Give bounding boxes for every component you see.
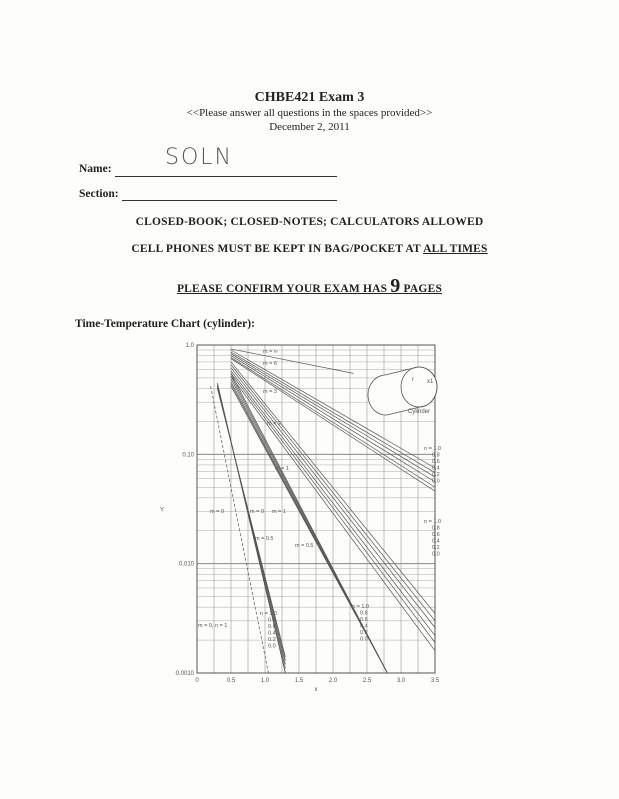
x-tick-label: 2.0 — [328, 678, 338, 684]
curve-annotation: m = 3 — [263, 389, 277, 395]
n-label: 0.4 — [360, 623, 368, 630]
n-label: 0.8 — [360, 610, 368, 617]
curve-m-0-n-1 — [211, 386, 269, 673]
n-label: 0.2 — [432, 545, 440, 551]
curve-annotation: m = 0.5 — [255, 536, 274, 542]
curve-m-6 — [231, 349, 353, 373]
y-axis-label: Y — [159, 507, 165, 514]
curve-annotation: m = 1 — [272, 509, 286, 515]
rules-line-2-text: CELL PHONES MUST BE KEPT IN BAG/POCKET AT — [131, 243, 424, 255]
rules-line-2 — [0, 243, 619, 255]
section-label: Section: — [79, 188, 119, 200]
radius-symbol: r — [412, 377, 414, 383]
x-axis-label: x — [314, 687, 318, 693]
n-label: 0.0 — [432, 551, 440, 558]
y-tick-label: 0.10 — [182, 452, 194, 459]
section-field-line[interactable] — [122, 200, 337, 201]
confirm-suffix: PAGES — [400, 283, 443, 295]
n-label: 0.6 — [268, 624, 276, 630]
n-label: 0.0 — [268, 643, 276, 650]
x-tick-label: 1.5 — [294, 678, 304, 684]
cylinder-inset-icon — [368, 367, 437, 415]
name-value: SOLN — [165, 145, 233, 170]
confirm-pages — [0, 275, 619, 298]
curve-annotation: m = 2 — [267, 421, 281, 427]
curve-annotation: m = 1 — [275, 466, 289, 472]
n-label: n = 1.0 — [424, 519, 441, 525]
n-label: 0.6 — [432, 532, 440, 538]
curve-annotation: m = 0 — [210, 509, 224, 515]
n-label: 0.0 — [432, 478, 440, 485]
n-label: 0.8 — [268, 617, 276, 624]
curve-annotation: m = 0 — [250, 509, 264, 515]
exam-title: CHBE421 Exam 3 — [254, 90, 365, 105]
exam-date: December 2, 2011 — [269, 121, 350, 133]
cylinder-label: Cylinder — [408, 409, 431, 415]
name-label: Name: — [79, 163, 112, 175]
n-label: n = 1.0 — [260, 611, 277, 617]
x-tick-label: 0 — [195, 678, 199, 684]
x-tick-label: 0.5 — [226, 678, 236, 684]
all-times-emphasis: ALL TIMES — [423, 243, 488, 255]
x-tick-label: 1.0 — [260, 678, 270, 684]
n-label: 0.6 — [360, 617, 368, 623]
n-label: n = 1.0 — [352, 604, 369, 610]
n-label: 0.0 — [360, 636, 368, 643]
x-tick-label: 2.5 — [362, 678, 372, 684]
y-tick-label: 0.010 — [178, 561, 194, 568]
curve-annotation: m = ∞ — [263, 349, 278, 355]
time-temperature-chart — [150, 335, 450, 705]
n-label: 0.8 — [432, 525, 440, 532]
rules-line-1: CLOSED-BOOK; CLOSED-NOTES; CALCULATORS ALLOWED — [135, 216, 484, 228]
n-label: 0.4 — [432, 465, 440, 472]
x1-symbol: x1 — [427, 379, 434, 385]
n-label: 0.6 — [432, 459, 440, 465]
n-label: 0.2 — [360, 630, 368, 636]
curve-annotation: m = 6 — [263, 361, 277, 367]
name-field-line[interactable] — [115, 176, 337, 177]
chart-heading: Time-Temperature Chart (cylinder): — [75, 318, 255, 330]
n-label: 0.4 — [432, 538, 440, 545]
page-count: 9 — [390, 275, 401, 297]
y-tick-label: 1.0 — [185, 343, 194, 349]
n-label: 0.2 — [432, 472, 440, 478]
y-tick-label: 0.0010 — [175, 671, 194, 677]
n-label: 0.8 — [432, 452, 440, 459]
x-tick-label: 3.5 — [430, 678, 440, 684]
curve-annotation: m = 0.5 — [295, 543, 314, 549]
n-label: n = 1.0 — [424, 446, 441, 452]
instructions: <<Please answer all questions in the spaces provided>> — [186, 107, 433, 119]
confirm-prefix: PLEASE CONFIRM YOUR EXAM HAS — [176, 283, 391, 295]
n-label: 0.4 — [268, 630, 276, 637]
n-label: 0.2 — [268, 637, 276, 643]
x-tick-label: 3.0 — [396, 678, 406, 684]
curve-annotation: m = 0, n = 1 — [198, 623, 228, 629]
